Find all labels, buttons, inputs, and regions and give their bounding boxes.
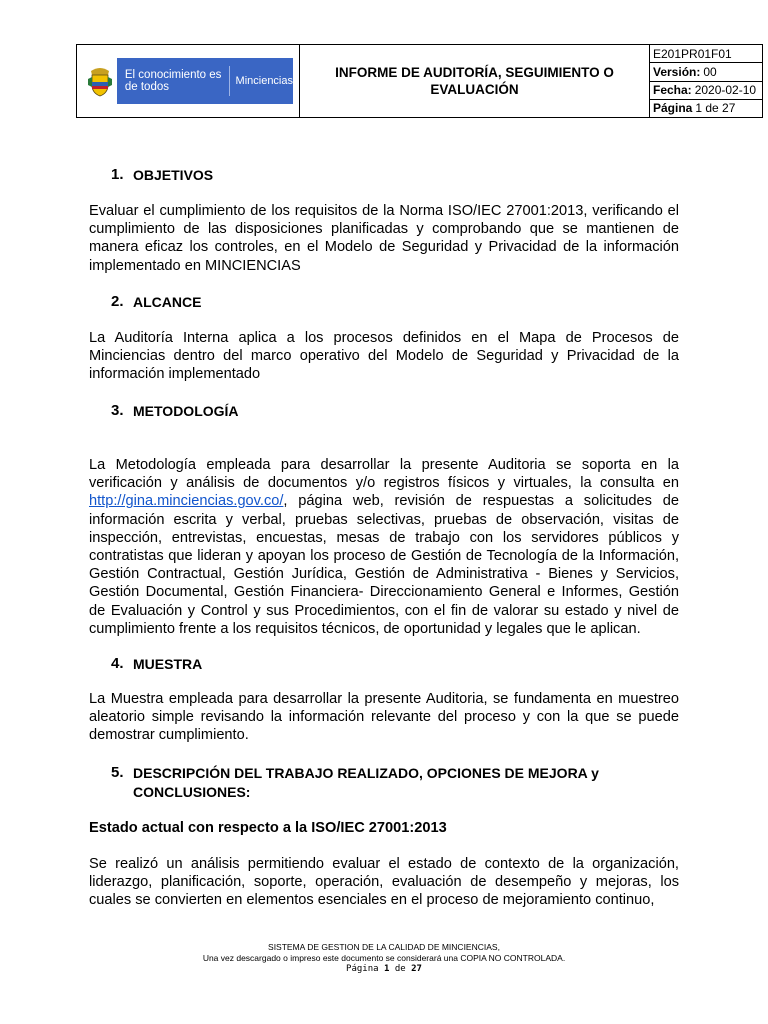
section-5-heading	[111, 764, 653, 802]
footer-page-number	[0, 964, 768, 975]
section-number: 4.	[111, 655, 124, 672]
section-1-body: Evaluar el cumplimiento de los requisitos de la Norma ISO/IEC 27001:2013, verificando el cumplimiento de las disposiciones planificadas y comprobando que se mantienen de manera eficaz los controles, en el Modelo de Seguridad y Privacidad de la información implementado en MINCIENCIAS	[89, 203, 679, 274]
section-1-heading	[111, 166, 653, 185]
logo-slogan: El conocimiento es de todos	[124, 69, 222, 93]
section-title: ALCANCE	[133, 294, 202, 310]
version-value: 00	[703, 64, 717, 79]
footer-page-label: Página	[346, 964, 379, 974]
footer-line-1: SISTEMA DE GESTION DE LA CALIDAD DE MINCIENCIAS,	[268, 942, 500, 952]
section-2-heading	[111, 293, 653, 312]
section-3-heading	[111, 402, 653, 421]
section-title: OBJETIVOS	[133, 167, 214, 183]
footer-page-total: 27	[411, 964, 422, 974]
methodology-text-end: , página web, revisión de respuestas a solicitudes de información escrita y verbal, pruebas selectivas, pruebas de observación, visitas de inspección, entrevistas, encuestas, mesas de trabajo con los servidores públicos y contratistas que lideran y apoyan los proceso de Gestión de Tecnología de la Información, Gestión Contractual, Gestión Jurídica, Gestión de Administrativa - Bienes y Servicios, Gestión Documental, Gestión Financiera- Direccionamiento General e Informes, Gestión de Evaluación y Control y sus Procedimientos, con el fin de valorar su estado y nivel de cumplimiento frente a los requisitos técnicos, de oportunidad y legales que le aplican.	[89, 493, 679, 637]
page-label: Página	[653, 101, 693, 116]
methodology-text-start: La Metodología empleada para desarrollar la presente Auditoria se soporta en la verificación y análisis de documentos y/o registros físicos y virtuales, la consulta en	[89, 457, 679, 492]
logo-divider	[229, 66, 230, 96]
section-title: MUESTRA	[133, 656, 203, 672]
date-value: 2020-02-10	[694, 83, 757, 98]
page-footer	[0, 942, 768, 975]
section-3-body	[89, 456, 679, 638]
document-meta	[650, 45, 762, 117]
date-label: Fecha:	[653, 83, 692, 98]
version-label: Versión:	[653, 64, 701, 79]
section-2-body: La Auditoría Interna aplica a los procesos definidos en el Mapa de Procesos de Minciencias dentro del marco operativo del Modelo de Seguridad y Privacidad de la información implementado	[89, 330, 679, 383]
minciencias-link[interactable]: http://gina.minciencias.gov.co/	[89, 493, 284, 510]
section-title: DESCRIPCIÓN DEL TRABAJO REALIZADO, OPCIONES DE MEJORA y CONCLUSIONES:	[133, 765, 599, 800]
document-title: INFORME DE AUDITORÍA, SEGUIMIENTO O EVALUACIÓN	[300, 45, 650, 117]
section-number: 1.	[111, 166, 124, 183]
section-number: 2.	[111, 293, 124, 310]
footer-page-of: de	[394, 964, 406, 974]
section-4-heading	[111, 655, 653, 674]
section-5-body: Se realizó un análisis permitiendo evaluar el estado de contexto de la organización, liderazgo, planificación, soporte, operación, evaluación de desempeño y mejoras, los cuales se convierten en elementos esenciales en el proceso de mejoramiento continuo,	[89, 856, 679, 909]
logo-brand: Minciencias	[235, 75, 293, 87]
section-4-body: La Muestra empleada para desarrollar la presente Auditoria, se fundamenta en muestreo aleatorio simple revisando la información relevante del proceso y con la que se puede demostrar cumplimiento.	[89, 691, 679, 744]
document-header	[76, 44, 763, 118]
logo-cell	[77, 45, 300, 117]
footer-page-current: 1	[383, 964, 390, 974]
section-title: METODOLOGÍA	[133, 403, 239, 419]
section-5-subheading: Estado actual con respecto a la ISO/IEC 27001:2013	[89, 820, 447, 836]
doc-code-value: E201PR01F01	[653, 46, 732, 61]
doc-code	[650, 45, 762, 63]
section-number: 5.	[111, 764, 124, 781]
doc-date	[650, 82, 762, 100]
footer-line-2: Una vez descargado o impreso este documento se considerará una COPIA NO CONTROLADA.	[202, 953, 566, 963]
page-value: 1 de 27	[695, 101, 736, 116]
minciencias-logo	[83, 58, 293, 104]
section-number: 3.	[111, 402, 124, 419]
doc-version	[650, 63, 762, 81]
coat-of-arms-icon	[83, 58, 117, 104]
doc-page	[650, 100, 762, 117]
